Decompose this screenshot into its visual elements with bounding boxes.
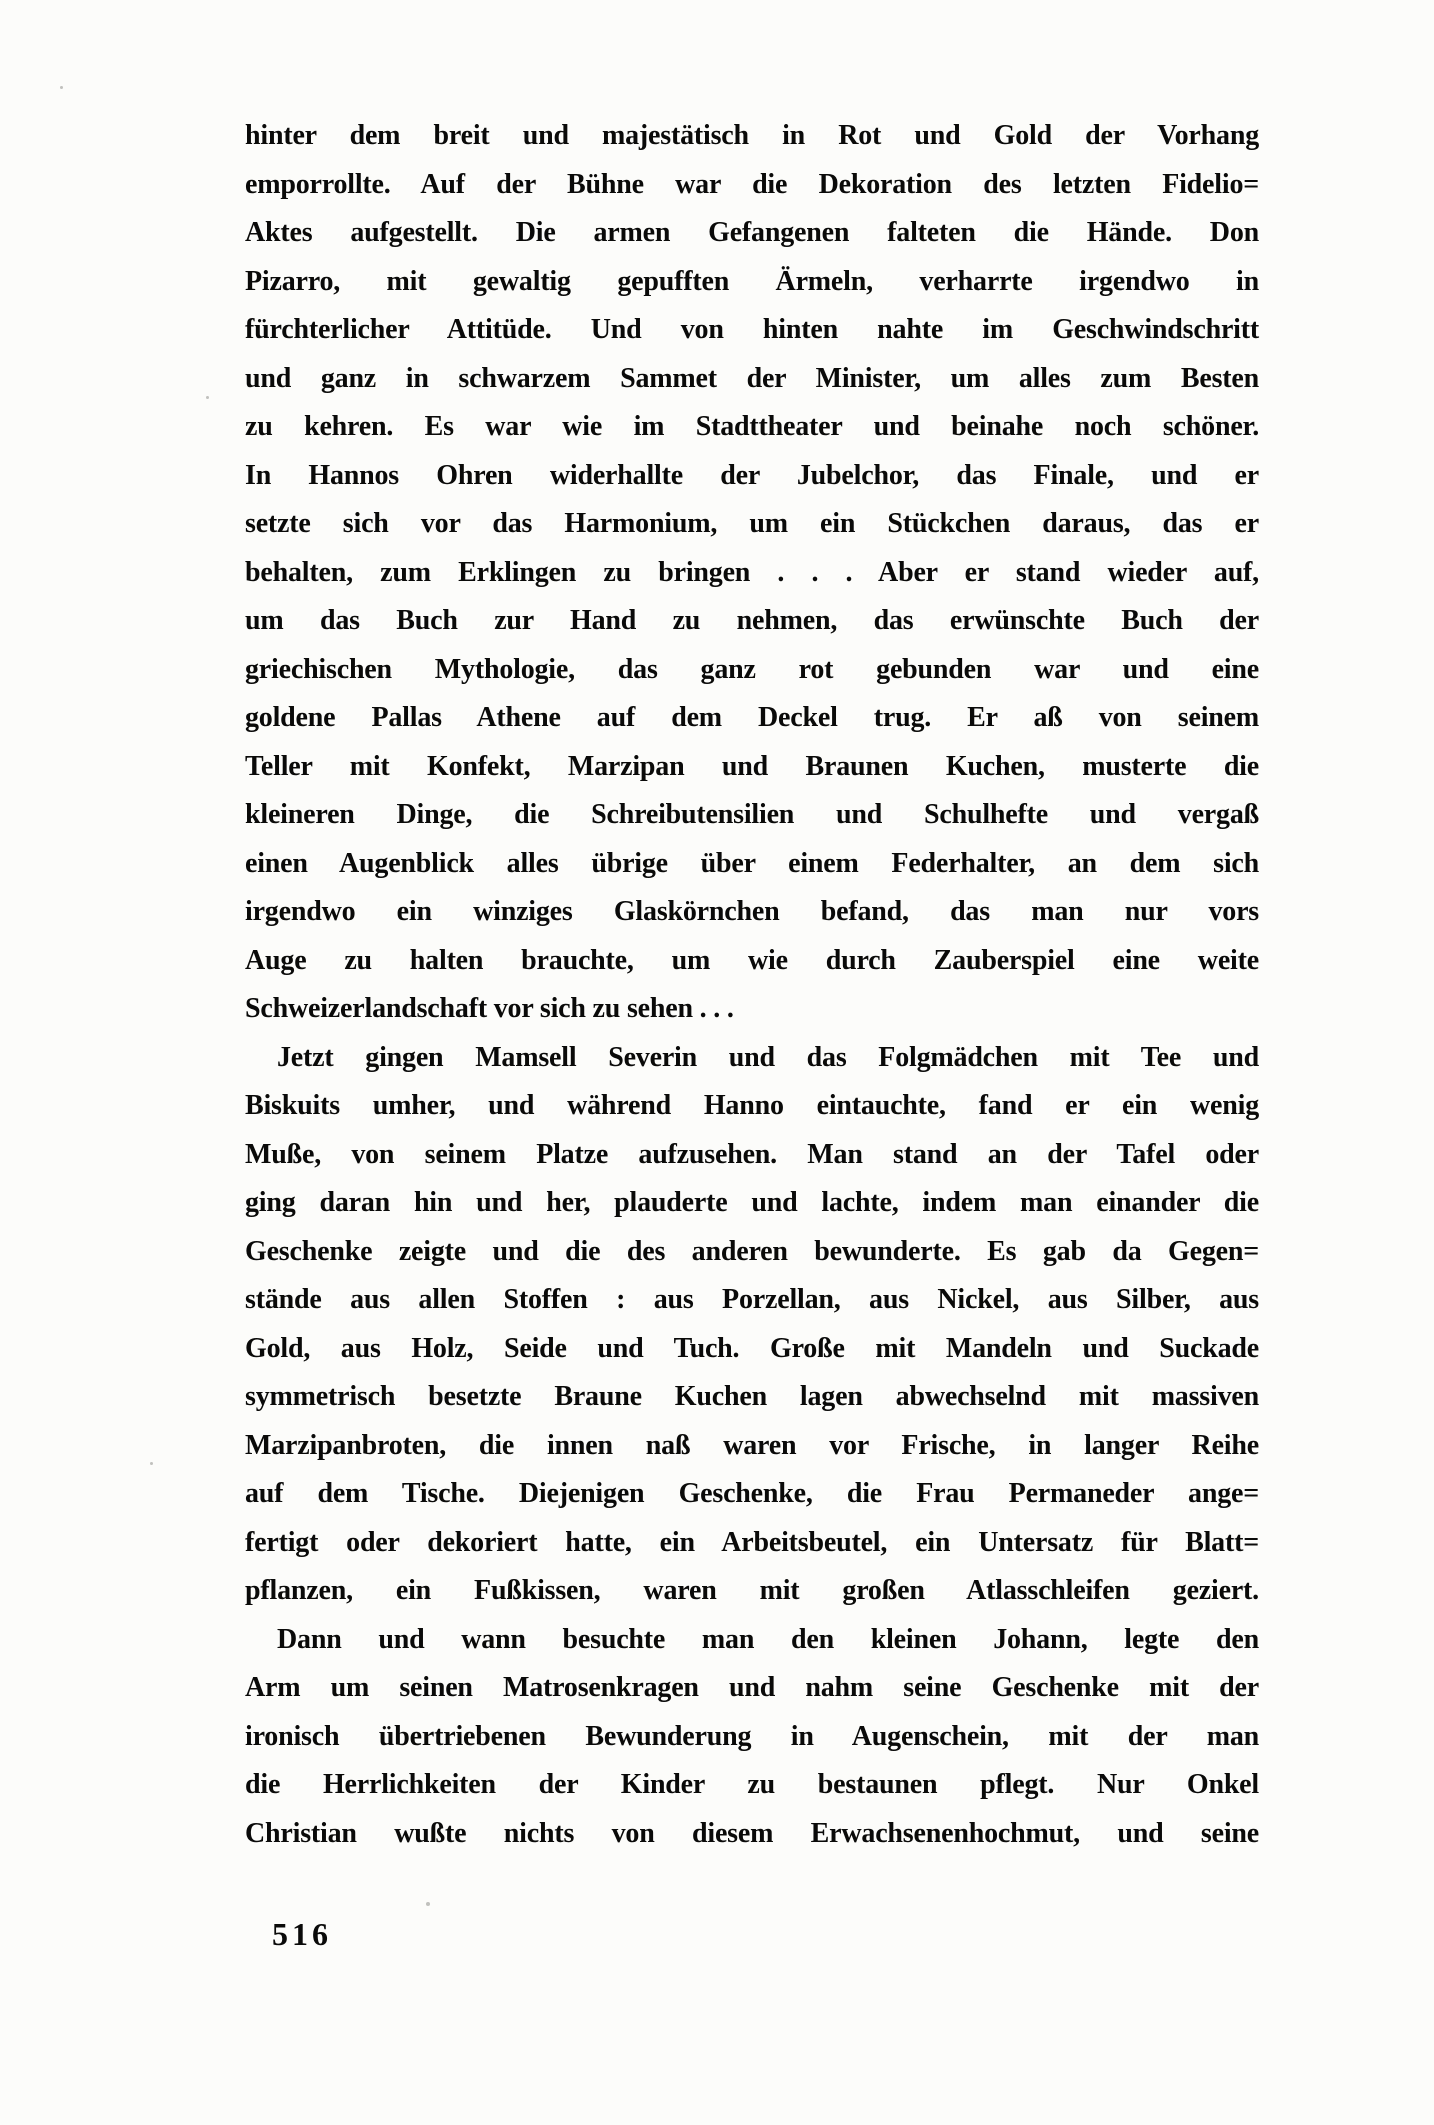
text-line: goldene Pallas Athene auf dem Deckel trug. Er aß von seinem (245, 702, 1259, 733)
text-line: fürchterlicher Attitüde. Und von hinten nahte im Geschwindschritt (245, 314, 1259, 345)
text-line: Jetzt gingen Mamsell Severin und das Folgmädchen mit Tee und (277, 1041, 1259, 1073)
text-line: hinter dem breit und majestätisch in Rot und Gold der Vorhang (245, 120, 1259, 151)
text-line: um das Buch zur Hand zu nehmen, das erwünschte Buch der (245, 605, 1259, 636)
text-line: zu kehren. Es war wie im Stadttheater und beinahe noch schöner. (245, 411, 1259, 442)
text-line: Christian wußte nichts von diesem Erwachsenenhochmut, und seine (245, 1817, 1259, 1849)
text-line: behalten, zum Erklingen zu bringen . . . Aber er stand wieder auf, (245, 556, 1259, 588)
scan-speck (206, 396, 209, 399)
scan-speck (426, 1902, 430, 1906)
text-line: fertigt oder dekoriert hatte, ein Arbeitsbeutel, ein Untersatz für Blatt= (245, 1526, 1259, 1558)
text-line: Dann und wann besuchte man den kleinen Johann, legte den (277, 1623, 1259, 1655)
text-line: emporrollte. Auf der Bühne war die Dekoration des letzten Fidelio= (245, 168, 1259, 200)
text-line: einen Augenblick alles übrige über einem Federhalter, an dem sich (245, 847, 1259, 879)
text-line: und ganz in schwarzem Sammet der Minister, um alles zum Besten (245, 362, 1259, 394)
text-line: Marzipanbroten, die innen naß waren vor Frische, in langer Reihe (245, 1429, 1259, 1461)
text-line: irgendwo ein winziges Glaskörnchen befand, das man nur vors (245, 896, 1259, 927)
text-line: Arm um seinen Matrosenkragen und nahm seine Geschenke mit der (245, 1672, 1259, 1703)
text-line: Pizarro, mit gewaltig gepufften Ärmeln, verharrte irgendwo in (245, 265, 1259, 297)
text-line: Teller mit Konfekt, Marzipan und Braunen Kuchen, musterte die (245, 750, 1259, 782)
text-line: griechischen Mythologie, das ganz rot gebunden war und eine (245, 653, 1259, 685)
text-line: die Herrlichkeiten der Kinder zu bestaunen pflegt. Nur Onkel (245, 1769, 1259, 1800)
scan-speck (150, 1462, 153, 1465)
text-line: Biskuits umher, und während Hanno eintauchte, fand er ein wenig (245, 1090, 1259, 1121)
text-line: kleineren Dinge, die Schreibutensilien und Schulhefte und vergaß (245, 799, 1259, 830)
text-line: ironisch übertriebenen Bewunderung in Augenschein, mit der man (245, 1720, 1259, 1752)
text-line: ging daran hin und her, plauderte und lachte, indem man einander die (245, 1187, 1259, 1218)
text-line: Aktes aufgestellt. Die armen Gefangenen falteten die Hände. Don (245, 217, 1259, 248)
text-line: symmetrisch besetzte Braune Kuchen lagen abwechselnd mit massiven (245, 1381, 1259, 1412)
text-line: Schweizerlandschaft vor sich zu sehen . . . (245, 993, 734, 1024)
text-line: pflanzen, ein Fußkissen, waren mit großen Atlasschleifen geziert. (245, 1575, 1259, 1606)
text-line: In Hannos Ohren widerhallte der Jubelchor, das Finale, und er (245, 459, 1259, 491)
scan-speck (60, 86, 63, 89)
text-line: auf dem Tische. Diejenigen Geschenke, die Frau Permaneder ange= (245, 1478, 1259, 1509)
text-line: stände aus allen Stoffen : aus Porzellan, aus Nickel, aus Silber, aus (245, 1284, 1259, 1315)
page-text (245, 112, 1259, 1858)
text-line: setzte sich vor das Harmonium, um ein Stückchen daraus, das er (245, 508, 1259, 539)
text-line: Gold, aus Holz, Seide und Tuch. Große mit Mandeln und Suckade (245, 1332, 1259, 1364)
text-line: Muße, von seinem Platze aufzusehen. Man stand an der Tafel oder (245, 1138, 1259, 1170)
page-number: 516 (272, 1916, 332, 1952)
text-line: Geschenke zeigte und die des anderen bewunderte. Es gab da Gegen= (245, 1235, 1259, 1267)
text-line: Auge zu halten brauchte, um wie durch Zauberspiel eine weite (245, 944, 1259, 976)
